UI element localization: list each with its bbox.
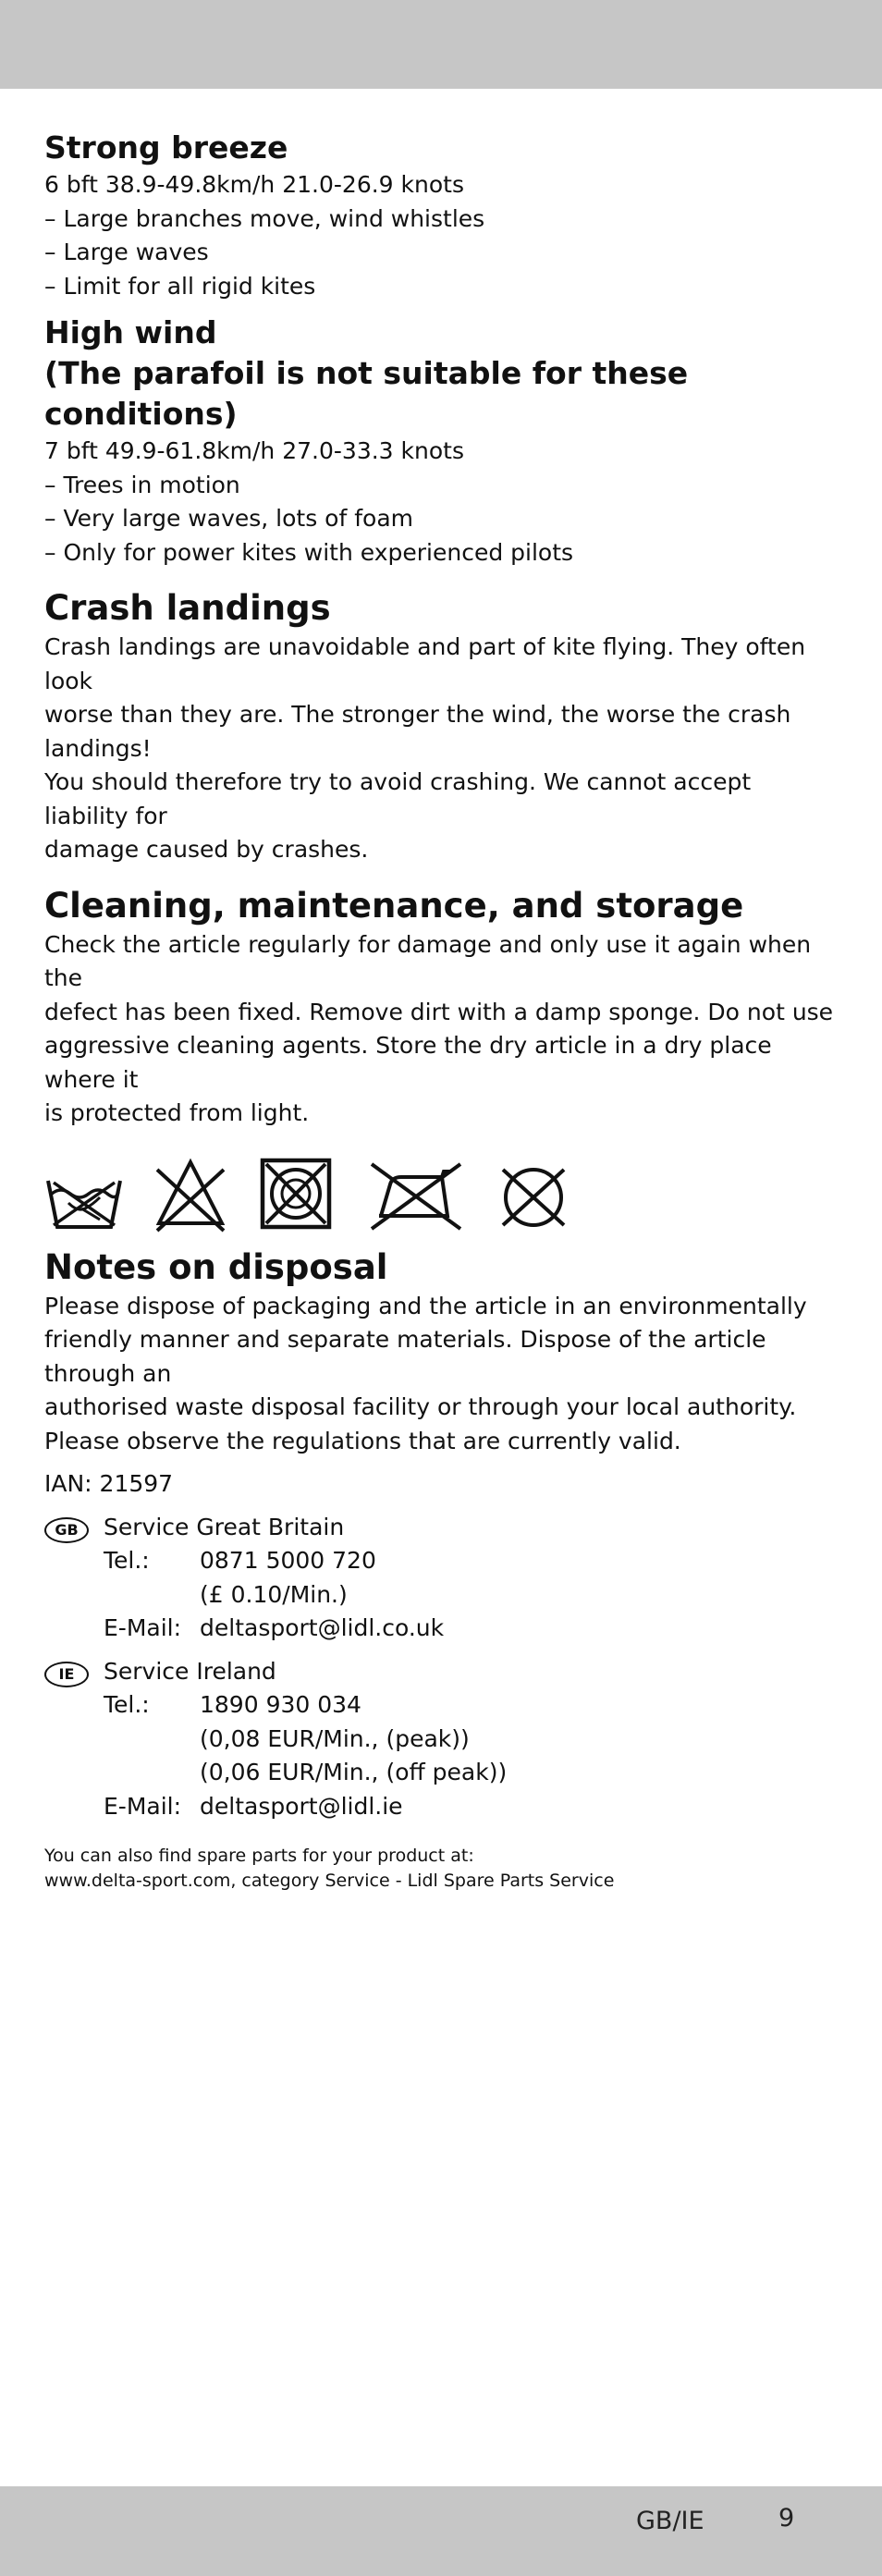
cleaning-title: Cleaning, maintenance, and storage: [44, 885, 744, 926]
spare-parts-line: You can also find spare parts for your product at:: [44, 1846, 474, 1866]
strong-breeze-line: – Large waves: [44, 239, 209, 265]
disposal-text: Please dispose of packaging and the article in an environmentally: [44, 1292, 807, 1319]
disposal-text: friendly manner and separate materials. Dispose of the article through an: [44, 1326, 766, 1387]
crash-landings-title: Crash landings: [44, 588, 331, 628]
service-ie-tel: 1890 930 034: [200, 1691, 361, 1718]
service-gb-email-label: E-Mail:: [104, 1614, 182, 1641]
service-ie-title: Service Ireland: [104, 1657, 276, 1685]
strong-breeze-line: 6 bft 38.9-49.8km/h 21.0-26.9 knots: [44, 171, 464, 198]
service-ie-email-label: E-Mail:: [104, 1792, 182, 1820]
cleaning-text: is protected from light.: [44, 1099, 310, 1126]
no-dry-clean-icon: [494, 1162, 573, 1233]
high-wind-line: – Only for power kites with experienced pilots: [44, 538, 574, 566]
no-bleach-icon: [152, 1157, 229, 1233]
gb-badge: GB: [44, 1517, 89, 1543]
service-ie-email[interactable]: deltasport@lidl.ie: [200, 1792, 403, 1820]
strong-breeze-line: – Limit for all rigid kites: [44, 272, 316, 300]
service-gb-title: Service Great Britain: [104, 1513, 345, 1540]
service-ie-tel-label: Tel.:: [104, 1691, 150, 1718]
service-gb: [44, 1511, 841, 1646]
care-symbols: [44, 1144, 841, 1233]
strong-breeze-section: [44, 128, 841, 303]
disposal-section: [44, 1245, 841, 1459]
service-gb-tel-label: Tel.:: [104, 1547, 150, 1574]
service-gb-email[interactable]: deltasport@lidl.co.uk: [200, 1614, 445, 1641]
disposal-text: authorised waste disposal facility or through your local authority.: [44, 1393, 797, 1420]
cleaning-section: [44, 884, 841, 1233]
cleaning-text: defect has been fixed. Remove dirt with a damp sponge. Do not use: [44, 998, 834, 1025]
high-wind-section: [44, 313, 841, 570]
crash-landings-text: worse than they are. The stronger the wind, the worse the crash landings!: [44, 701, 791, 762]
service-gb-rate: (£ 0.10/Min.): [200, 1580, 348, 1608]
footer-bar: [0, 2486, 882, 2576]
high-wind-subtitle: (The parafoil is not suitable for these conditions): [44, 355, 689, 432]
disposal-title: Notes on disposal: [44, 1246, 388, 1287]
footer-region: GB/IE: [636, 2507, 704, 2535]
crash-landings-text: You should therefore try to avoid crashing. We cannot accept liability for: [44, 768, 752, 829]
cleaning-text: aggressive cleaning agents. Store the dry article in a dry place where it: [44, 1032, 772, 1093]
crash-landings-text: Crash landings are unavoidable and part of kite flying. They often look: [44, 633, 806, 694]
spare-parts-link[interactable]: www.delta-sport.com, category Service - Lidl Spare Parts Service: [44, 1871, 615, 1891]
high-wind-line: – Very large waves, lots of foam: [44, 505, 413, 532]
header-bar: [0, 0, 882, 89]
no-ironing-icon: [362, 1159, 466, 1233]
page-content: [44, 128, 841, 1894]
ie-badge: IE: [44, 1662, 89, 1687]
service-gb-tel: 0871 5000 720: [200, 1547, 376, 1574]
service-ie-rate-peak: (0,08 EUR/Min., (peak)): [200, 1724, 470, 1752]
service-ie: [44, 1655, 841, 1824]
strong-breeze-line: – Large branches move, wind whistles: [44, 204, 485, 232]
hand-wash-icon: [44, 1171, 124, 1233]
high-wind-line: – Trees in motion: [44, 471, 240, 498]
cleaning-text: Check the article regularly for damage and only use it again when the: [44, 930, 812, 991]
high-wind-line: 7 bft 49.9-61.8km/h 27.0-33.3 knots: [44, 437, 464, 464]
crash-landings-section: [44, 586, 841, 867]
page-number: 9: [778, 2504, 795, 2533]
no-tumble-dry-icon: [257, 1155, 335, 1233]
disposal-text: Please observe the regulations that are currently valid.: [44, 1427, 681, 1454]
ian-number: IAN: 21597: [44, 1470, 174, 1497]
crash-landings-text: damage caused by crashes.: [44, 836, 369, 863]
high-wind-title: High wind: [44, 314, 217, 350]
strong-breeze-title: Strong breeze: [44, 129, 288, 166]
service-ie-rate-offpeak: (0,06 EUR/Min., (off peak)): [200, 1759, 508, 1785]
